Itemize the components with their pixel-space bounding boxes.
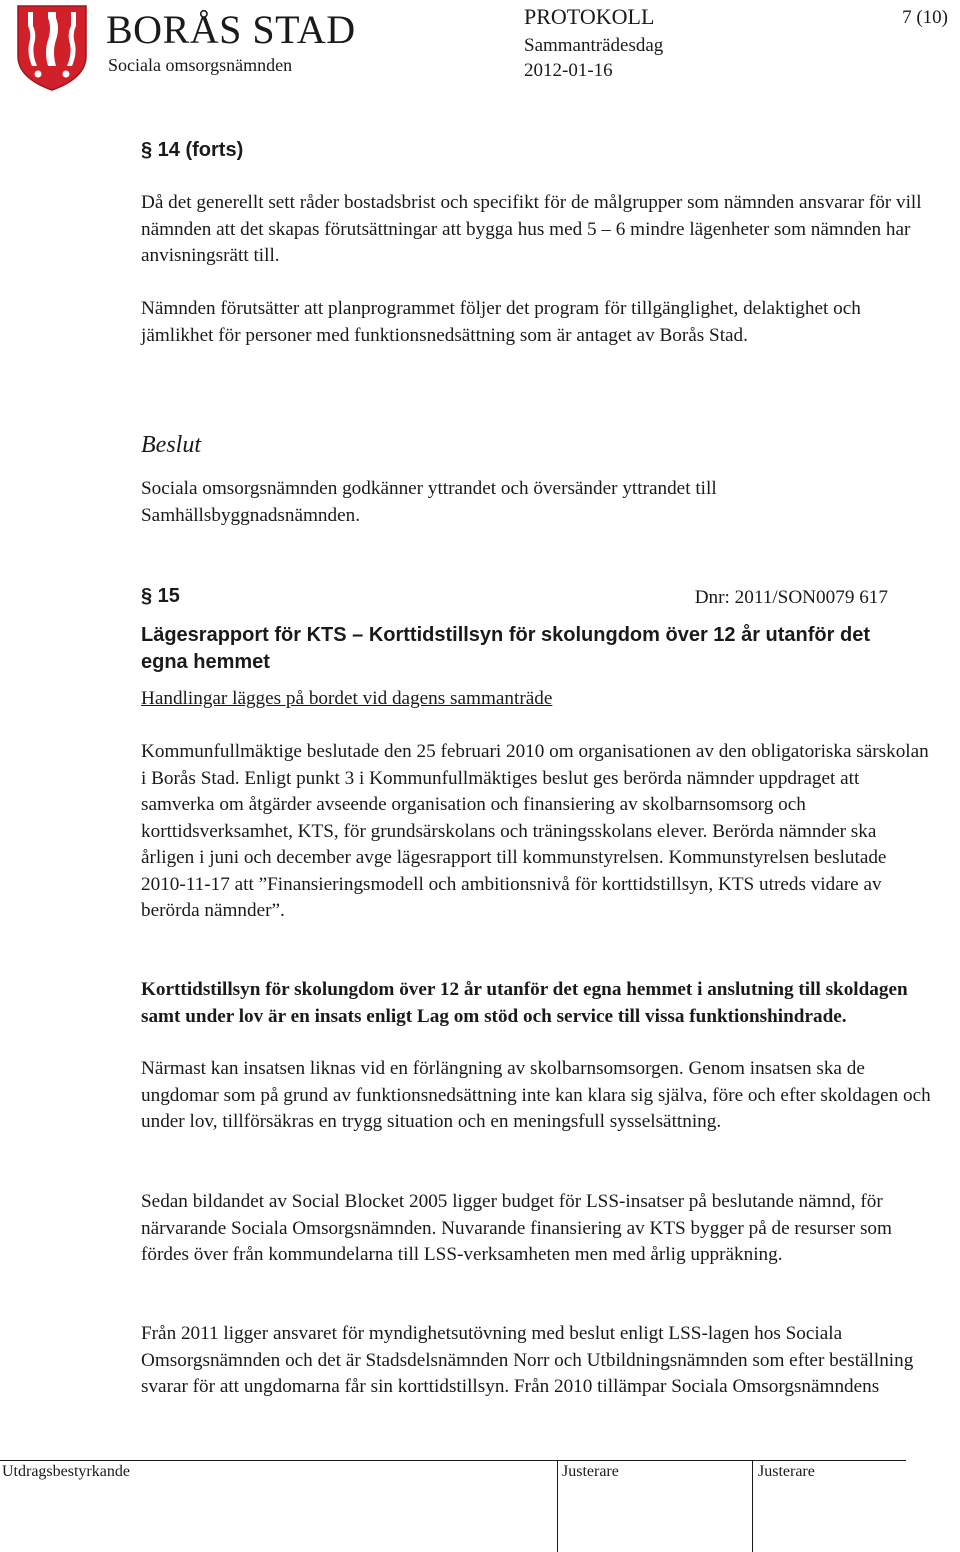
section-14-paragraph-1 [141, 190, 931, 270]
section-14-heading: § 14 (forts) [141, 139, 244, 161]
footer-divider [557, 1460, 558, 1552]
footer-divider [752, 1460, 753, 1552]
document-type: PROTOKOLL [524, 4, 655, 29]
section-14-paragraph-2 [141, 296, 931, 349]
paragraph-text: Närmast kan insatsen liknas vid en förlängning av skolbarnsomsorgen. Genom insatsen ska de ungdomar som på grund av funktionsnedsättning inte kan klara sig själva, före och efter skoldagen och under lov, tillförsäkras en trygg situation och en meningsfull sysselsättning. [141, 1058, 931, 1132]
handlingar-note: Handlingar lägges på bordet vid dagens sammanträde [141, 688, 553, 709]
beslut-text [141, 476, 931, 529]
organization-title: BORÅS STAD [106, 7, 356, 52]
beslut-heading: Beslut [141, 432, 201, 458]
section-15-paragraph-3 [141, 1189, 931, 1269]
footer-justerare-2: Justerare [758, 1463, 815, 1480]
paragraph-text: Sedan bildandet av Social Blocket 2005 ligger budget för LSS-insatser på beslutande nämnd, för närvarande Sociala Omsorgsnämnden. Nuvarande finansiering av KTS bygger på de resurser som fördes över från kommundelarna till LSS-verksamheten men med årlig uppräkning. [141, 1191, 892, 1265]
section-15-paragraph-2 [141, 1056, 931, 1136]
section-15-paragraph-4 [141, 1321, 931, 1401]
meeting-date: 2012-01-16 [524, 60, 613, 81]
paragraph-text: Kommunfullmäktige beslutade den 25 februari 2010 om organisationen av den obligatoriska särskolan i Borås Stad. Enligt punkt 3 i Kommunfullmäktiges beslut ges berörda nämnder uppdraget att samverka om åtgärder avseende organisation och finansiering av skolbarnsomsorg och korttidsverksamhet, KTS, för grundsärskolans och träningsskolans elever. Berörda nämnder ska årligen i juni och december avge lägesrapport till kommunstyrelsen. Kommunstyrelsen beslutade 2010-11-17 att ”Finansieringsmodell och ambitionsnivå för korttidstillsyn, KTS utreds vidare av berörda nämnder”. [141, 741, 929, 921]
section-15-heading: § 15 [141, 585, 180, 607]
meeting-label: Sammanträdesdag [524, 35, 664, 56]
page-number: 7 (10) [902, 7, 948, 28]
section-15-paragraph-1 [141, 739, 931, 925]
paragraph-text: Från 2011 ligger ansvaret för myndighetsutövning med beslut enligt LSS-lagen hos Sociala Omsorgsnämnden och det är Stadsdelsnämnden Norr och Utbildningsnämnden som efter beställning svarar för att ungdomarna får sin korttidstillsyn. Från 2010 tillämpar Sociala Omsorgsnämndens [141, 1323, 914, 1397]
organization-subtitle: Sociala omsorgsnämnden [108, 55, 293, 75]
borås-stad-coat-of-arms-logo [14, 4, 90, 92]
section-15-title: Lägesrapport för KTS – Korttidstillsyn för skolungdom över 12 år utanför det egna hemmet [141, 624, 870, 673]
diary-number: Dnr: 2011/SON0079 617 [694, 587, 888, 608]
footer-rule [0, 1460, 906, 1461]
paragraph-text: Sociala omsorgsnämnden godkänner yttrandet och översänder yttrandet till Samhällsbyggnadsnämnden. [141, 478, 717, 526]
section-15-bold-paragraph [141, 977, 931, 1030]
footer-justerare-1: Justerare [562, 1463, 619, 1480]
footer-utdragsbestyrkande: Utdragsbestyrkande [2, 1463, 130, 1480]
paragraph-text: Nämnden förutsätter att planprogrammet följer det program för tillgänglighet, delaktighet och jämlikhet för personer med funktionsnedsättning som är antaget av Borås Stad. [141, 298, 861, 346]
paragraph-text: Då det generellt sett råder bostadsbrist och specifikt för de målgrupper som nämnden ansvarar för vill nämnden att det skapas förutsättningar att bygga hus med 5 – 6 mindre lägenheter som nämnden har anvisningsrätt till. [141, 192, 922, 266]
paragraph-text: Korttidstillsyn för skolungdom över 12 år utanför det egna hemmet i anslutning till skoldagen samt under lov är en insats enligt Lag om stöd och service till vissa funktionshindrade. [141, 979, 908, 1027]
